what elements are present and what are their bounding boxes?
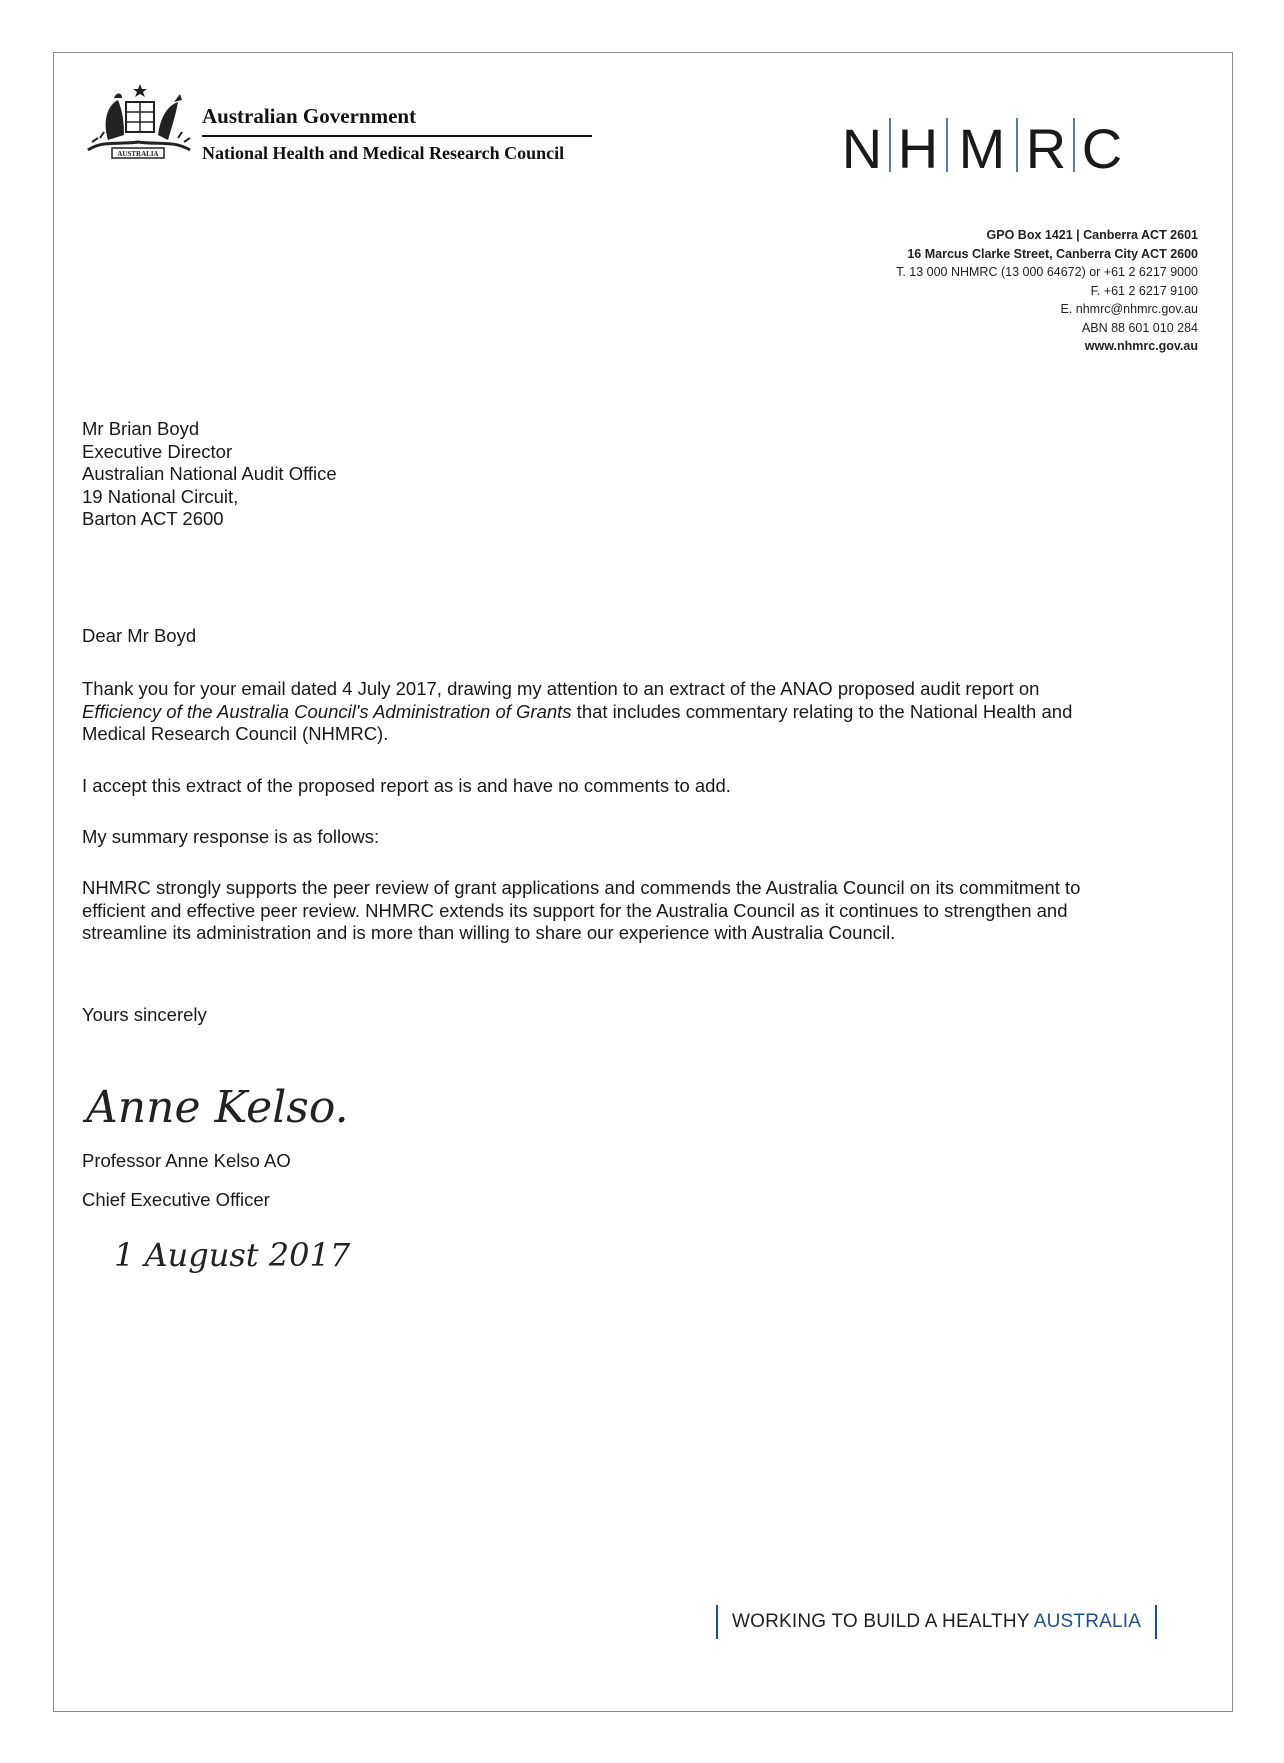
fax: F. +61 2 6217 9100 [1090, 283, 1198, 298]
paragraph-1 [82, 678, 1092, 746]
handwritten-date-text: 1 August 2017 [114, 1236, 351, 1274]
agency-name: National Health and Medical Research Council [202, 143, 565, 163]
wordmark-letter: R [1025, 117, 1067, 178]
salutation: Dear Mr Boyd [82, 625, 197, 646]
abn: ABN 88 601 010 284 [1081, 320, 1198, 335]
street-address: 16 Marcus Clarke Street, Canberra City ACT 2600 [907, 246, 1198, 261]
paragraph-1-part-b: that includes commentary relating to the National Health and Medical Research Council (NHMRC). [82, 700, 1073, 744]
paragraph-3: My summary response is as follows: [82, 826, 380, 847]
website-link[interactable]: www.nhmrc.gov.au [1084, 339, 1198, 353]
nhmrc-wordmark [840, 108, 1140, 178]
closing: Yours sincerely [82, 1004, 207, 1025]
footer-text [718, 1611, 1155, 1633]
signatory-name: Professor Anne Kelso AO [82, 1150, 291, 1171]
paragraph-2: I accept this extract of the proposed report as is and have no comments to add. [82, 775, 731, 796]
recipient-address [82, 418, 337, 531]
signatory-title: Chief Executive Officer [82, 1189, 270, 1210]
footer-tagline [716, 1605, 1157, 1639]
wordmark-letter: C [1081, 117, 1123, 178]
recipient-city: Barton ACT 2600 [82, 508, 224, 529]
recipient-organisation: Australian National Audit Office [82, 463, 337, 484]
crest-motto: AUSTRALIA [117, 150, 159, 158]
footer-text-accent: AUSTRALIA [1033, 1611, 1142, 1632]
email-link[interactable]: E. nhmrc@nhmrc.gov.au [1060, 302, 1198, 316]
handwritten-date [78, 1220, 408, 1290]
coat-of-arms-icon [78, 80, 198, 170]
report-title: Efficiency of the Australia Council's Administration of Grants [82, 700, 572, 722]
recipient-name: Mr Brian Boyd [82, 418, 200, 439]
signature-text: Anne Kelso. [86, 1082, 349, 1133]
handwritten-signature [78, 1050, 408, 1150]
paragraph-1-part-a: Thank you for your email dated 4 July 2017, drawing my attention to an extract of the ANAO proposed audit report on [82, 678, 1040, 699]
contact-details [896, 226, 1198, 356]
paragraph-4: NHMRC strongly supports the peer review of grant applications and commends the Australia Council on its commitment to efficient and effective peer review. NHMRC extends its support for the Australia Council as it continues to strengthen and streamline its administration and is more than willing to share our experience with Australia Council. [82, 877, 1081, 943]
telephone: T. 13 000 NHMRC (13 000 64672) or +61 2 6217 9000 [896, 265, 1198, 279]
footer-divider-right [1155, 1605, 1157, 1639]
government-name: Australian Government [202, 104, 592, 137]
postal-address: GPO Box 1421 | Canberra ACT 2601 [986, 228, 1198, 242]
wordmark-letter: H [897, 117, 939, 178]
wordmark-letter: M [958, 117, 1006, 178]
wordmark-letter: N [841, 117, 883, 178]
government-identity [202, 104, 592, 164]
recipient-street: 19 National Circuit, [82, 485, 239, 507]
recipient-title: Executive Director [82, 440, 233, 462]
footer-text-plain: WORKING TO BUILD A HEALTHY [732, 1611, 1034, 1632]
